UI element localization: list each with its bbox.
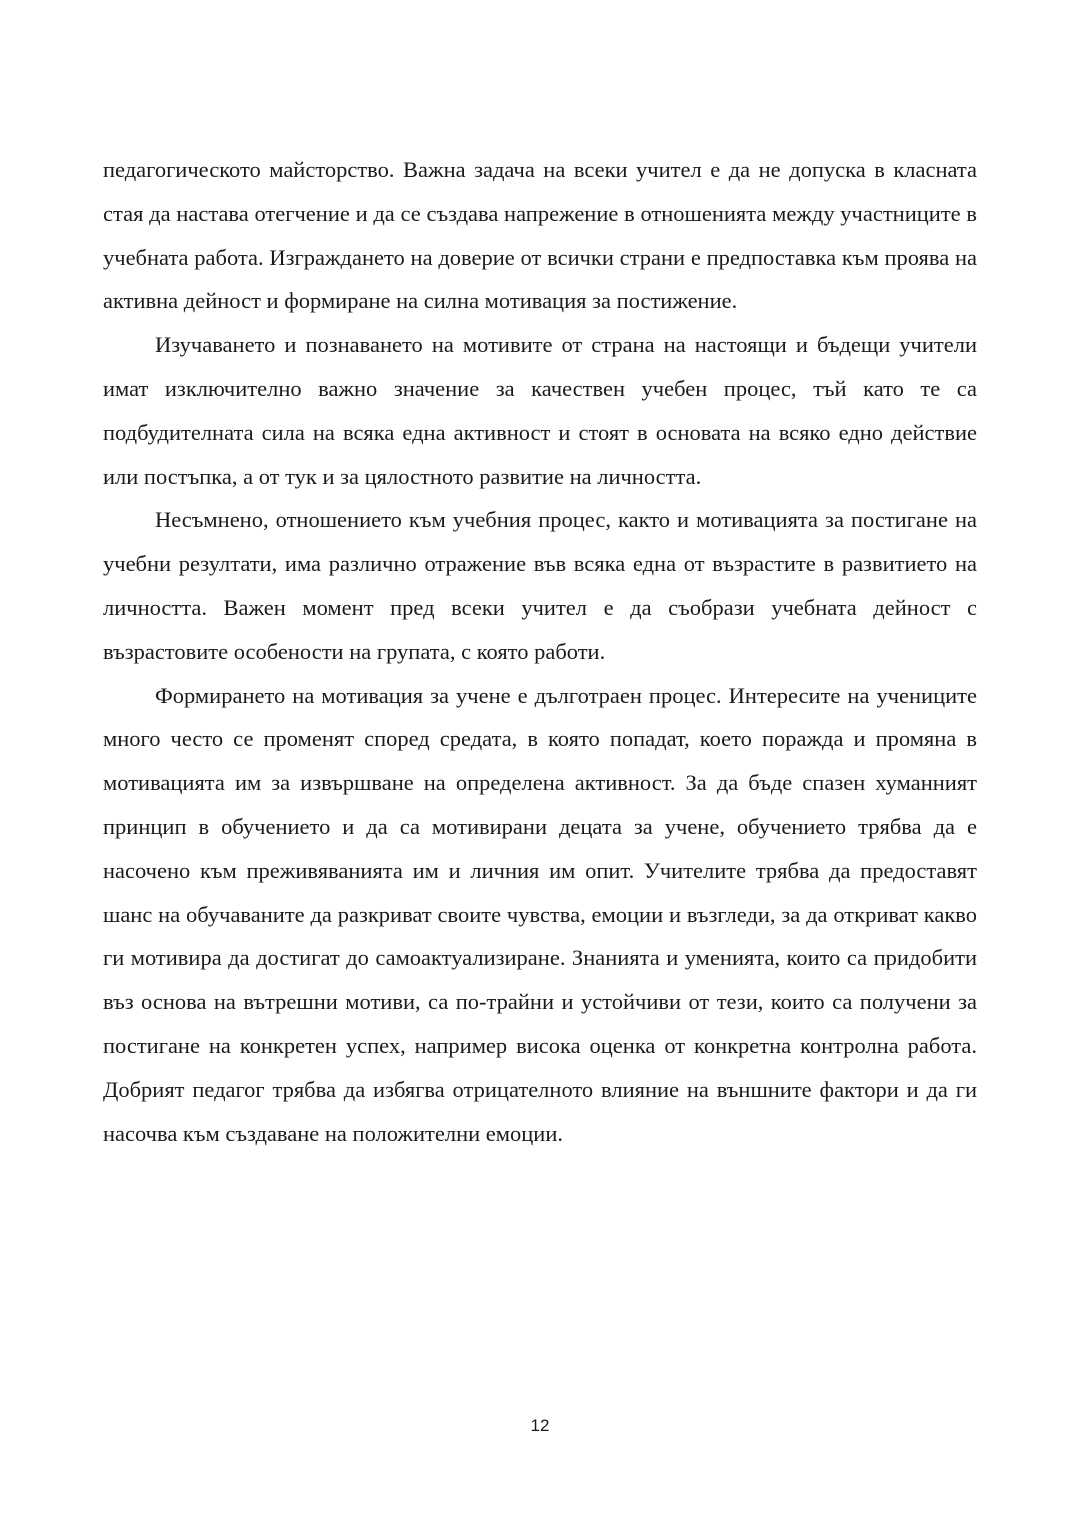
body-text <box>103 148 977 1155</box>
paragraph-4: Формирането на мотивация за учене е дълготраен процес. Интересите на учениците много често се променят според средата, в която попадат, което поражда и промяна в мотивацията им за извършване на определена активност. За да бъде спазен хуманният принцип в обучението и да са мотивирани децата за учене, обучението трябва да е насочено към преживяванията им и личния им опит. Учителите трябва да предоставят шанс на обучаваните да разкриват своите чувства, емоции и възгледи, за да откриват какво ги мотивира да достигат до самоактуализиране. Знанията и уменията, които са придобити въз основа на вътрешни мотиви, са по-трайни и устойчиви от тези, които са получени за постигане на конкретен успех, например висока оценка от конкретна контролна работа. Добрият педагог трябва да избягва отрицателното влияние на външните фактори и да ги насочва към създаване на положителни емоции. <box>103 682 977 1146</box>
paragraph-2: Изучаването и познаването на мотивите от страна на настоящи и бъдещи учители имат изключително важно значение за качествен учебен процес, тъй като те са подбудителната сила на всяка една активност и стоят в основата на всяко едно действие или постъпка, а от тук и за цялостното развитие на личността. <box>103 332 977 489</box>
page-number: 12 <box>530 1416 550 1435</box>
paragraph-3: Несъмнено, отношението към учебния процес, както и мотивацията за постигане на учебни резултати, има различно отражение във всяка една от възрастите в развитието на личността. Важен момент пред всеки учител е да съобрази учебната дейност с възрастовите особености на групата, с която работи. <box>103 507 977 664</box>
paragraph-1: педагогическото майсторство. Важна задача на всеки учител е да не допуска в класната стая да настава отегчение и да се създава напрежение в отношенията между участниците в учебната работа. Изграждането на доверие от всички страни е предпоставка към проява на активна дейност и формиране на силна мотивация за постижение. <box>103 157 977 314</box>
